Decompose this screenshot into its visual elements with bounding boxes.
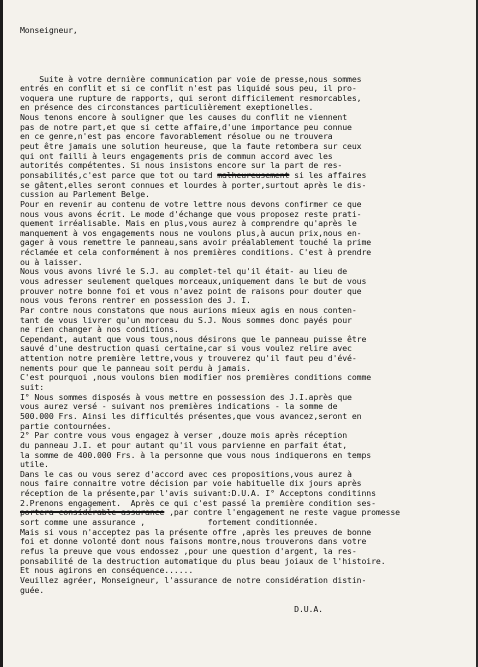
- letter-line: la somme de 400.000 Frs. à la personne que vous nous indiquerons en temps: [20, 449, 372, 460]
- letter-line: ne rien changer à nos conditions.: [20, 324, 179, 335]
- letter-line: refus la preuve que vous endossez ,pour une question d'argent, la res-: [20, 545, 357, 556]
- letter-line: en présence des circonstances particulièrement exeptionelles.: [20, 102, 314, 113]
- letter-line: Et nous agirons en conséquence......: [20, 565, 194, 576]
- letter-line: ponsabilité de la destruction automatique du plus beau joiaux de l'histoire.: [20, 555, 386, 566]
- letter-line: nous vous ferons rentrer en possession des J. I.: [20, 295, 251, 306]
- letter-line: nements pour que le panneau soit perdu à jamais.: [20, 362, 251, 373]
- letter-line: vous aurez versé - suivant nos premières indications - la somme de: [20, 401, 338, 412]
- letter-line: portera considérable assurance ,par contre l'engagement ne reste vague promesse: [20, 507, 400, 518]
- letter-line: nous vous avons écrit. Le mode d'échange que vous proposez reste prati-: [20, 208, 362, 219]
- letter-line: guée.: [20, 584, 45, 595]
- letter-line: tant de vous livrer qu'un morceau du S.J. Nous sommes donc payés pour: [20, 314, 352, 325]
- letter-line: 2.Prenons engagement. Après ce qui c'est passé la première condition ses-: [20, 497, 376, 508]
- letter-line: du panneau J.I. et pour autant qu'il vous parvienne en parfait état,: [20, 439, 348, 450]
- letter-line: se gâtent,elles seront connues et lourdes à porter,surtout après le dis-: [20, 179, 367, 190]
- letter-line: Nous vous avons livré le S.J. au complet-tel qu'il était- au lieu de: [20, 266, 348, 277]
- letter-line: suit:: [20, 382, 45, 393]
- letter-line: autorités compétentes. Si nous insistons encore sur la part de res-: [20, 160, 343, 171]
- letter-line: Pour en revenir au contenu de votre lettre nous devons confirmer ce que: [20, 198, 362, 209]
- letter-line: D.U.A.: [20, 603, 323, 614]
- letter-line: sauvé d'une destruction quasi certaine,car si vous voulez relire avec: [20, 343, 352, 354]
- letter-line: partie contournées.: [20, 420, 112, 431]
- letter-line: foi et donne volonté dont nous faisons montre,nous trouverons dans votre: [20, 536, 367, 547]
- letter-line: sort comme une assurance , fortement conditionnée.: [20, 517, 319, 528]
- letter-line: utile.: [20, 459, 49, 470]
- letter-line: Cependant, autant que vous tous,nous désirons que le panneau puisse être: [20, 333, 367, 344]
- letter-line: Nous tenons encore à souligner que les causes du conflit ne viennent: [20, 112, 348, 123]
- letter-line: vous adresser seulement quelques morceaux,uniquement dans le but de vous: [20, 276, 367, 286]
- letter-line: Veuillez agréer, Monseigneur, l'assurance de notre considération distin-: [20, 574, 367, 585]
- letter-line: prouver notre bonne foi et vous n'avez point de raisons pour douter que: [20, 285, 362, 296]
- letter-line: réclamée et cela conformément à nos premières conditions. C'est à prendre: [20, 247, 372, 258]
- letter-line: 500.000 Frs. Ainsi les difficultés présentes,que vous avancez,seront en: [20, 410, 362, 421]
- salutation: Monseigneur,: [20, 25, 78, 36]
- letter-line: gager à vous remettre le panneau,sans avoir préalablement touché la prime: [20, 237, 372, 248]
- letter-line: 2° Par contre vous vous engagez à verser ,douze mois après réception: [20, 430, 348, 441]
- letter-line: C'est pourquoi ,nous voulons bien modifier nos premières conditions comme: [20, 372, 372, 383]
- letter-line: nous faire connaitre votre décision par voie habituelle dix jours après: [20, 478, 362, 489]
- letter-line: en ce genre,n'est pas encore favorablement résolue ou ne trouvera: [20, 131, 333, 142]
- letter-line: entrés en conflit et si ce conflit n'est pas liquidé sous peu, il pro-: [20, 83, 357, 94]
- letter-line: cussion au Parlement Belge.: [20, 189, 150, 200]
- letter-line: quement irréalisable. Mais en plus,vous aurez à comprendre qu'après le: [20, 218, 357, 229]
- letter-body: [20, 7, 470, 634]
- letter-line: ponsabilités,c'est parce que tot ou tard malheureusement si les affaires: [20, 169, 367, 180]
- letter-line: ou à laisser.: [20, 256, 83, 267]
- letter-line: Suite à votre dernière communication par voie de presse,nous sommes: [20, 73, 362, 84]
- letter-line: manquement à vos engagements nous ne voulons plus,à aucun prix,nous en-: [20, 227, 362, 238]
- letter-line: I° Nous sommes disposés à vous mettre en possession des J.I.après que: [20, 391, 352, 402]
- letter-line: peut être jamais une solution heureuse, que la faute retombera sur ceux: [20, 141, 362, 152]
- scan-edge-left: [0, 0, 3, 667]
- struck-phrase: portera considérable assurance: [20, 507, 165, 518]
- struck-word: malheureusement: [217, 169, 290, 180]
- letter-line: Mais si vous n'acceptez pas la présente offre ,après les preuves de bonne: [20, 526, 372, 537]
- letter-line: attention notre première lettre,vous y trouverez qu'il faut peu d'évé-: [20, 353, 357, 364]
- letter-line: Par contre nous constatons que nous aurions mieux agis en nous conten-: [20, 304, 357, 315]
- letter-line: réception de la présente,par l'avis suivant:D.U.A. I° Acceptons conditinns: [20, 488, 376, 499]
- letter-lines: [20, 55, 470, 614]
- letter-line: pas de notre part,et que si cette affaire,d'une importance peu connue: [20, 121, 352, 132]
- letter-line: [20, 55, 470, 65]
- letter-line: Dans le cas ou vous serez d'accord avec ces propositions,vous aurez à: [20, 468, 352, 479]
- letter-line: qui ont failli à leurs engagements pris de commun accord avec les: [20, 150, 333, 161]
- letter-line: voquera une rupture de rapports, qui seront difficilement resmorcables,: [20, 92, 362, 103]
